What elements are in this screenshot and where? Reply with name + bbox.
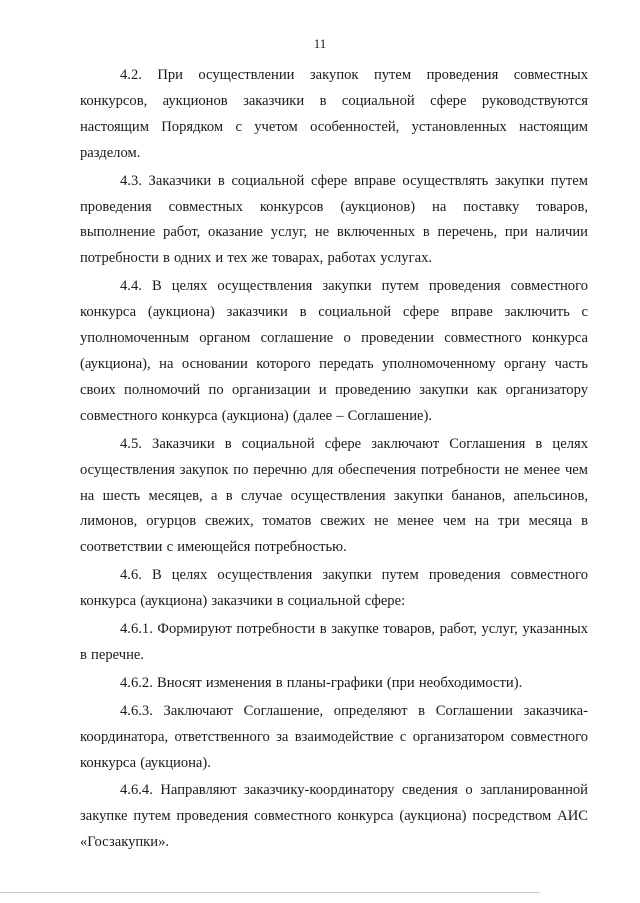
paragraph-4-6: 4.6. В целях осуществления закупки путем проведения совместного конкурса (аукциона) заказчики в социальной сфере: [80, 567, 588, 610]
paragraph-4-3: 4.3. Заказчики в социальной сфере вправе осуществлять закупки путем проведения совместных конкурсов (аукционов) на поставку товаров, выполнение работ, оказание услуг, не включенных в перечень, при наличии потребности в одних и тех же товарах, работах услугах. [80, 172, 588, 267]
page-bottom-divider [0, 892, 540, 893]
paragraph-4-6-4: 4.6.4. Направляют заказчику-координатору сведения о запланированной закупке путем проведения совместного конкурса (аукциона) посредством АИС «Госзакупки». [80, 782, 588, 851]
paragraph-4-5: 4.5. Заказчики в социальной сфере заключают Соглашения в целях осуществления закупок по перечню для обеспечения потребности не менее чем на шесть месяцев, а в случае осуществления закупки бананов, апельсинов, лимонов, огурцов свежих, томатов свежих не менее чем на три месяца в соответствии с имеющейся потребностью. [80, 435, 588, 556]
document-body [80, 63, 588, 858]
paragraph-4-2: 4.2. При осуществлении закупок путем проведения совместных конкурсов, аукционов заказчики в социальной сфере руководствуются настоящим Порядком с учетом особенностей, установленных настоящим разделом. [80, 67, 588, 161]
paragraph-4-6-2: 4.6.2. Вносят изменения в планы-графики (при необходимости). [120, 674, 523, 691]
paragraph-4-4: 4.4. В целях осуществления закупки путем проведения совместного конкурса (аукциона) заказчики в социальной сфере вправе заключить с уполномоченным органом соглашение о проведении совместного конкурса (аукциона), на основании которого передать уполномоченному органу часть своих полномочий по организации и проведению закупки как организатору совместного конкурса (аукциона) (далее – Соглашение). [80, 278, 588, 424]
page-number: 11 [313, 36, 327, 51]
paragraph-4-6-1: 4.6.1. Формируют потребности в закупке товаров, работ, услуг, указанных в перечне. [80, 621, 588, 663]
paragraph-4-6-3: 4.6.3. Заключают Соглашение, определяют в Соглашении заказчика-координатора, ответственного за взаимодействие с организатором совместного конкурса (аукциона). [80, 702, 588, 771]
